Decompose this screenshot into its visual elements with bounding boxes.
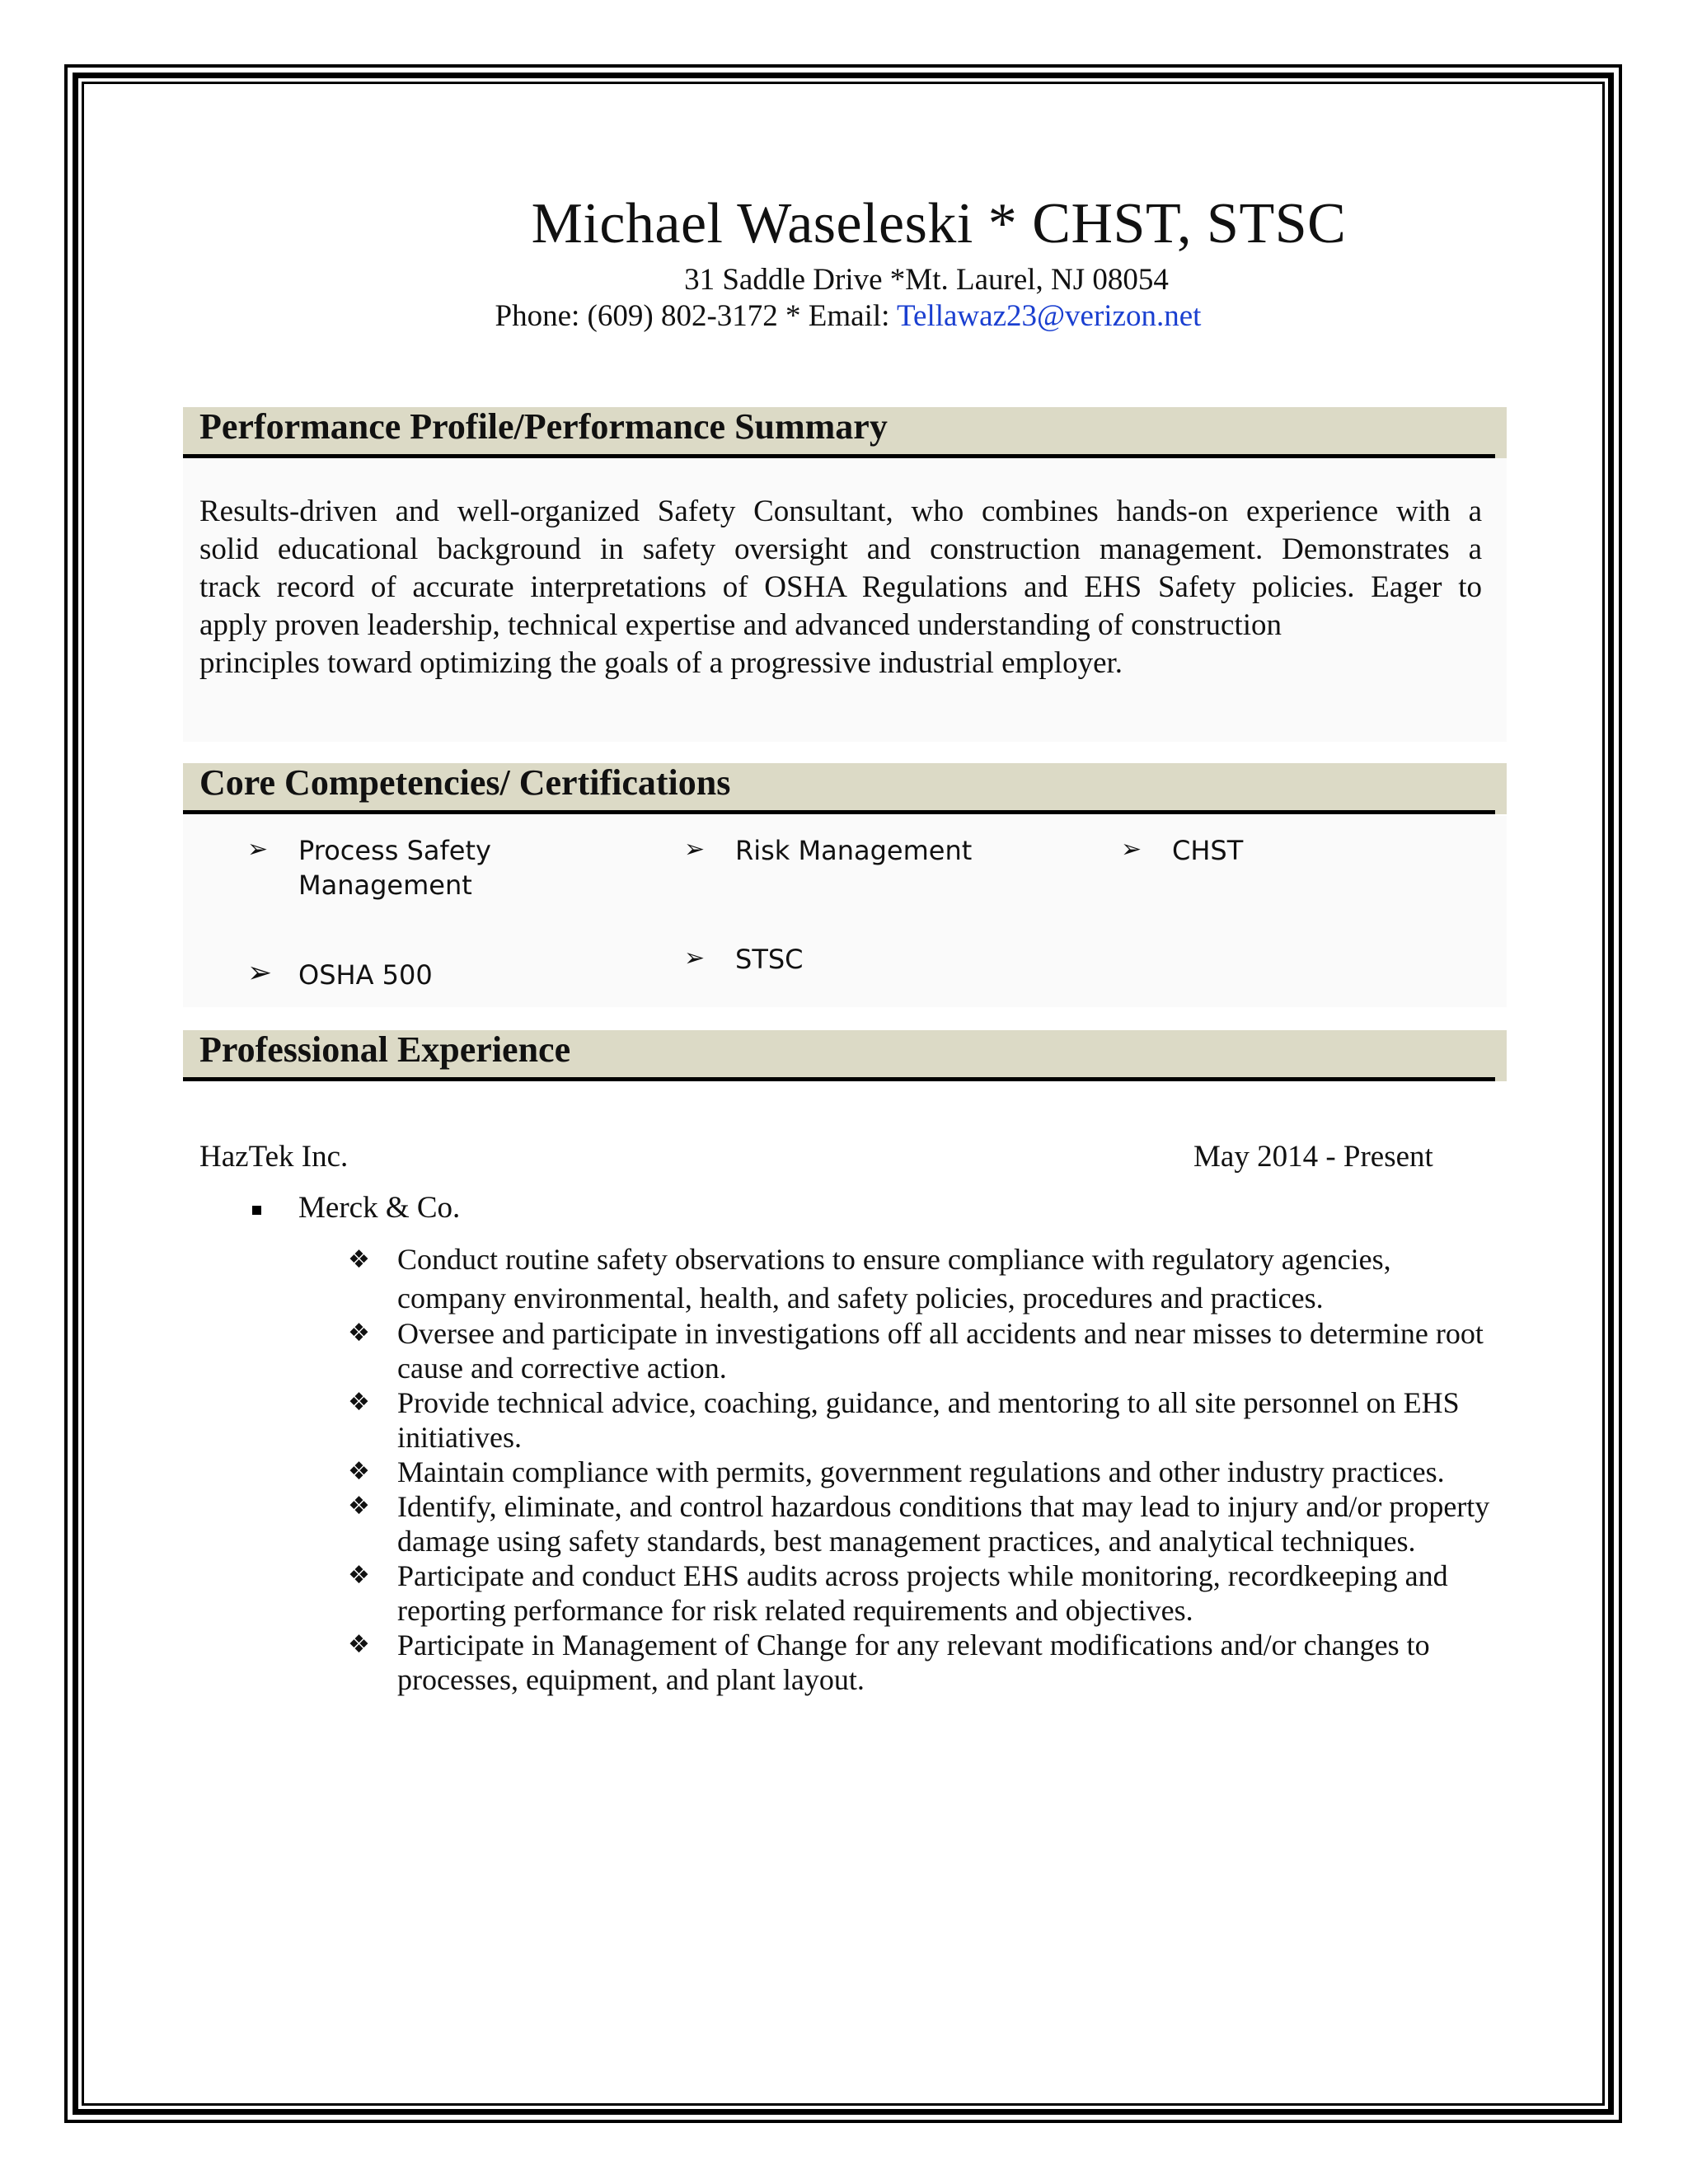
diamond-bullet-icon: ❖ bbox=[348, 1245, 370, 1274]
contact-phone-label: Phone: (609) 802-3172 * Email: bbox=[495, 299, 890, 333]
page-border-inner bbox=[82, 82, 1605, 2106]
arrow-bullet-icon: ➢ bbox=[684, 835, 706, 864]
summary-line: track record of accurate interpretations of OSHA Regulations and EHS Safety policies. Eager to bbox=[199, 570, 1482, 604]
diamond-bullet-icon: ❖ bbox=[348, 1388, 370, 1417]
competencies-section-rule bbox=[183, 810, 1495, 814]
competency-label: OSHA 500 bbox=[298, 959, 433, 991]
responsibility-text: Oversee and participate in investigations off all accidents and near misses to determine root cause and corrective action. bbox=[397, 1317, 1484, 1385]
arrow-bullet-icon: ➢ bbox=[684, 944, 706, 972]
summary-line: apply proven leadership, technical expertise and advanced understanding of construction bbox=[199, 608, 1282, 642]
summary-section-title: Performance Profile/Performance Summary bbox=[199, 406, 888, 447]
list-item bbox=[348, 1628, 1493, 1697]
responsibility-text: Participate and conduct EHS audits across projects while monitoring, recordkeeping and reporting performance for risk related requirements and objectives. bbox=[397, 1559, 1448, 1627]
resume-contact bbox=[0, 298, 1688, 334]
list-item bbox=[348, 1455, 1493, 1489]
diamond-bullet-icon: ❖ bbox=[348, 1319, 370, 1347]
resume-address: 31 Saddle Drive *Mt. Laurel, NJ 08054 bbox=[684, 263, 1169, 297]
competencies-section-title: Core Competencies/ Certifications bbox=[199, 762, 731, 803]
competency-label: CHST bbox=[1172, 835, 1244, 866]
responsibility-list bbox=[348, 1240, 1493, 1697]
experience-section-title: Professional Experience bbox=[199, 1029, 571, 1070]
arrow-bullet-icon: ➢ bbox=[1121, 835, 1142, 864]
diamond-bullet-icon: ❖ bbox=[348, 1492, 370, 1521]
list-item bbox=[348, 1240, 1493, 1318]
diamond-bullet-icon: ❖ bbox=[348, 1630, 370, 1659]
arrow-bullet-icon: ➢ bbox=[247, 835, 269, 864]
competency-label: STSC bbox=[735, 944, 804, 975]
competency-label: Process Safety bbox=[298, 835, 491, 866]
competency-label: Risk Management bbox=[735, 835, 973, 866]
diamond-bullet-icon: ❖ bbox=[348, 1561, 370, 1590]
employer-name: HazTek Inc. bbox=[199, 1140, 349, 1174]
summary-paragraph bbox=[199, 493, 1482, 682]
competency-label: Management bbox=[298, 869, 472, 901]
summary-line: Results-driven and well-organized Safety Consultant, who combines hands-on experience with a bbox=[199, 494, 1482, 528]
summary-line: solid educational background in safety oversight and construction management. Demonstrates a bbox=[199, 532, 1482, 566]
email-link[interactable]: Tellawaz23@verizon.net bbox=[897, 299, 1202, 333]
responsibility-text: Maintain compliance with permits, government regulations and other industry practices. bbox=[397, 1455, 1445, 1488]
list-item bbox=[348, 1316, 1493, 1385]
resume-name: Michael Waseleski * CHST, STSC bbox=[531, 192, 1347, 255]
responsibility-text: Provide technical advice, coaching, guidance, and mentoring to all site personnel on EHS initiatives. bbox=[397, 1386, 1460, 1454]
responsibility-text: Conduct routine safety observations to ensure compliance with regulatory agencies, company environmental, health, and safety policies, procedures and practices. bbox=[397, 1243, 1391, 1315]
experience-section-rule bbox=[183, 1077, 1495, 1081]
list-item bbox=[348, 1385, 1493, 1455]
arrow-bullet-icon: ➢ bbox=[247, 956, 273, 990]
client-name: Merck & Co. bbox=[298, 1191, 461, 1225]
responsibility-text: Participate in Management of Change for any relevant modifications and/or changes to processes, equipment, and plant layout. bbox=[397, 1629, 1430, 1696]
list-item bbox=[348, 1558, 1493, 1628]
responsibility-text: Identify, eliminate, and control hazardous conditions that may lead to injury and/or property damage using safety standards, best management practices, and analytical techniques. bbox=[397, 1490, 1490, 1558]
summary-line: principles toward optimizing the goals of a progressive industrial employer. bbox=[199, 646, 1123, 680]
square-bullet-icon bbox=[252, 1206, 261, 1215]
employment-dates: May 2014 - Present bbox=[1193, 1140, 1433, 1174]
diamond-bullet-icon: ❖ bbox=[348, 1457, 370, 1486]
list-item bbox=[348, 1489, 1493, 1558]
